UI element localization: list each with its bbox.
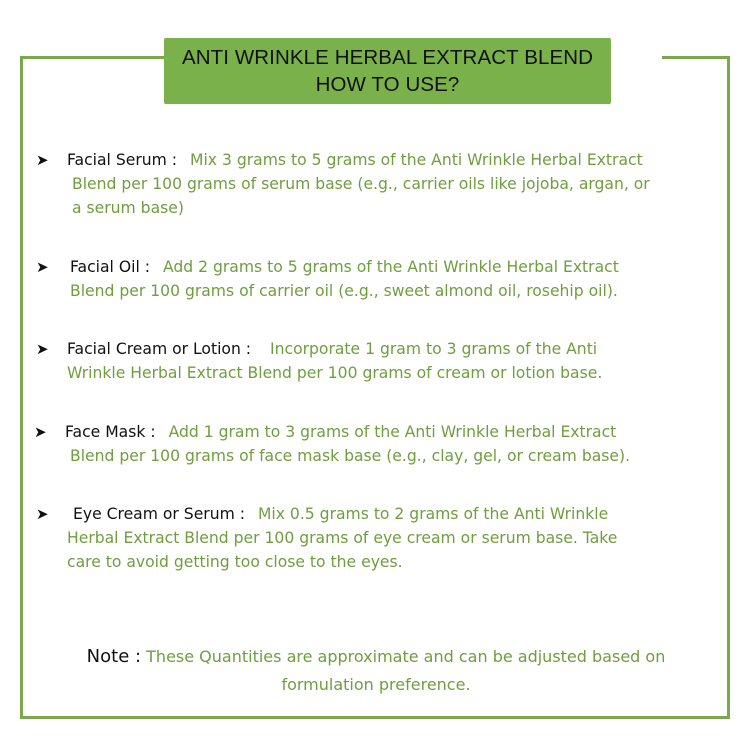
frame-border-bottom (20, 716, 730, 719)
note-section (36, 643, 716, 699)
usage-label: Eye Cream or Serum : (73, 505, 245, 523)
note-text-cont: formulation preference. (281, 675, 471, 694)
usage-description: Add 2 grams to 5 grams of the Anti Wrinkle Herbal Extract (162, 258, 619, 276)
title-banner (164, 38, 611, 104)
title-line-1: ANTI WRINKLE HERBAL EXTRACT BLEND (181, 46, 594, 69)
usage-item-facial-serum (36, 148, 726, 220)
usage-description-cont: Wrinkle Herbal Extract Blend per 100 grams of cream or lotion base. (67, 364, 603, 382)
note-label: Note : (86, 646, 142, 667)
usage-description: Mix 0.5 grams to 2 grams of the Anti Wrinkle (257, 505, 609, 523)
usage-description-cont: Blend per 100 grams of carrier oil (e.g., sweet almond oil, rosehip oil). (70, 282, 618, 300)
usage-item-eye-cream (36, 502, 726, 574)
frame-border-left (20, 56, 23, 719)
usage-item-facial-cream (36, 337, 726, 385)
usage-description-cont: care to avoid getting too close to the eyes. (67, 553, 403, 571)
usage-description: Add 1 gram to 3 grams of the Anti Wrinkle Herbal Extract (168, 423, 617, 441)
usage-label: Face Mask : (65, 423, 156, 441)
usage-description-cont: Herbal Extract Blend per 100 grams of eye cream or serum base. Take (67, 529, 618, 547)
arrow-bullet-icon: ➤ (34, 423, 47, 441)
title-line-2: HOW TO USE? (315, 73, 460, 96)
usage-label: Facial Cream or Lotion : (67, 340, 252, 358)
usage-label: Facial Serum : (67, 151, 178, 169)
note-text: These Quantities are approximate and can be adjusted based on (146, 647, 666, 666)
frame-border-top-left (20, 56, 164, 59)
usage-description-cont: Blend per 100 grams of face mask base (e.g., clay, gel, or cream base). (70, 447, 631, 465)
frame-border-right (727, 56, 730, 719)
arrow-bullet-icon: ➤ (36, 258, 49, 276)
arrow-bullet-icon: ➤ (36, 505, 49, 523)
usage-item-facial-oil (36, 255, 726, 303)
usage-item-face-mask (36, 420, 726, 468)
arrow-bullet-icon: ➤ (36, 340, 49, 358)
usage-description-cont: a serum base) (72, 199, 184, 217)
usage-label: Facial Oil : (70, 258, 150, 276)
arrow-bullet-icon: ➤ (36, 151, 49, 169)
usage-description: Incorporate 1 gram to 3 grams of the Anti (270, 340, 598, 358)
usage-description-cont: Blend per 100 grams of serum base (e.g., carrier oils like jojoba, argan, or (72, 175, 650, 193)
frame-border-top-right (662, 56, 730, 59)
usage-description: Mix 3 grams to 5 grams of the Anti Wrinkle Herbal Extract (190, 151, 643, 169)
